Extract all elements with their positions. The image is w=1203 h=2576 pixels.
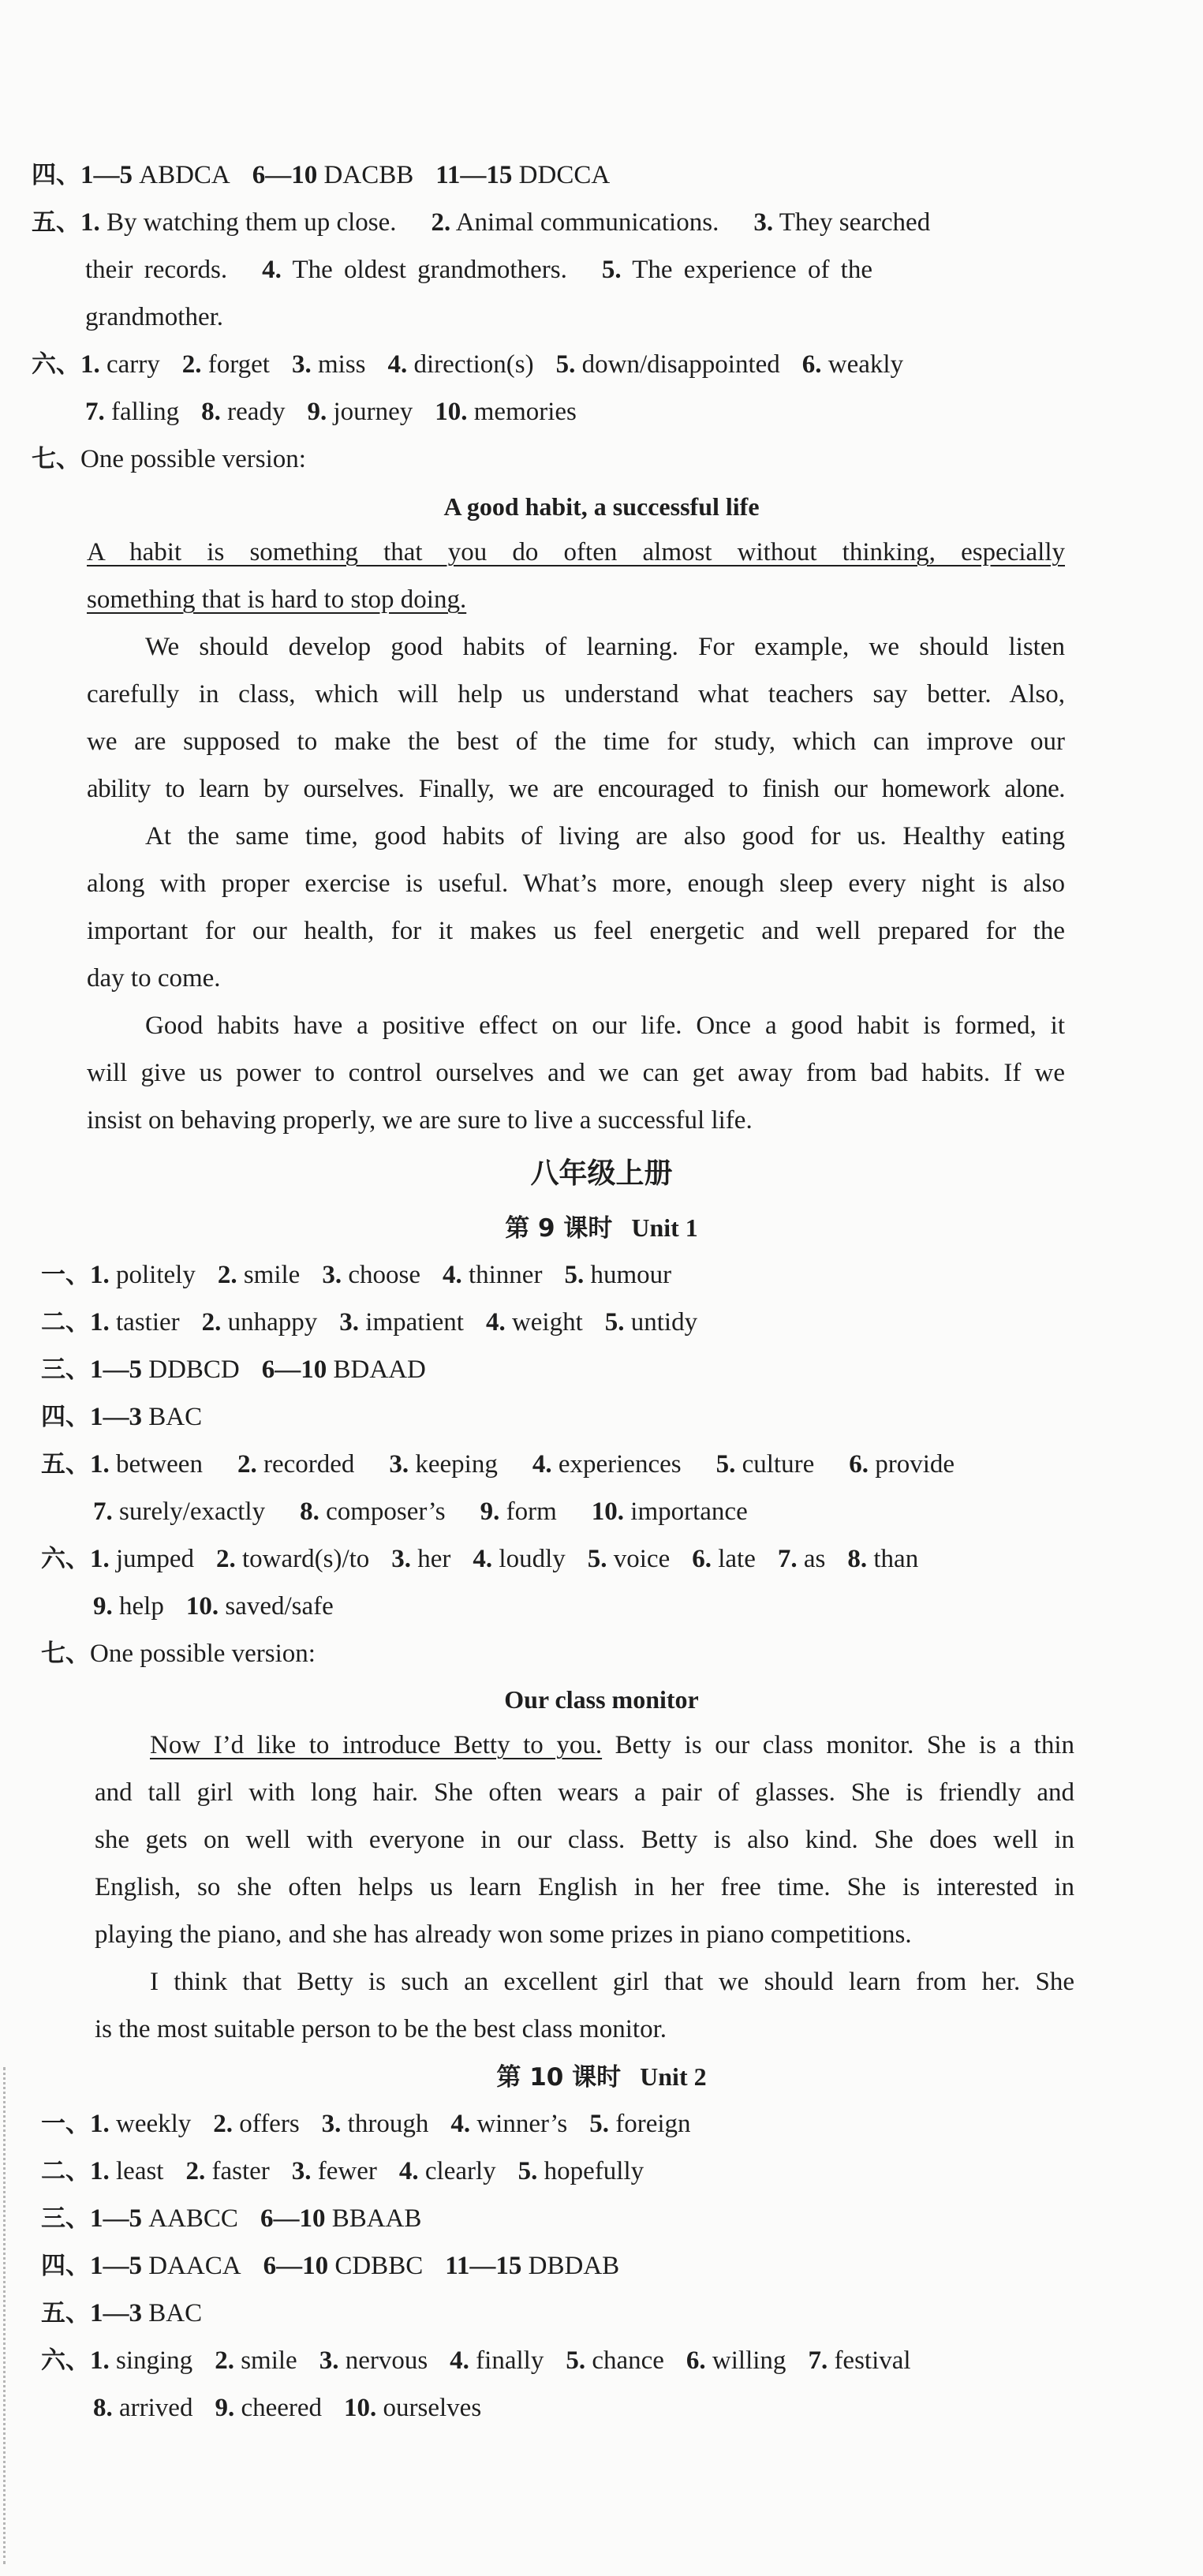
range-label: 6—10: [261, 1355, 327, 1384]
answer: grandmother.: [85, 303, 224, 331]
range-label: 6—10: [260, 2204, 326, 2233]
section-number: 七、: [41, 1639, 90, 1668]
section-4-line: [32, 159, 610, 191]
answer: loudly: [499, 1545, 566, 1573]
item-number: 8.: [300, 1497, 319, 1526]
answer: their records.: [85, 256, 228, 284]
answer: They searched: [779, 208, 931, 237]
section-label: One possible version:: [90, 1639, 316, 1668]
section-number: 四、: [41, 1403, 90, 1431]
answer: importance: [630, 1497, 748, 1526]
item-number: 5.: [604, 1308, 625, 1337]
answer: forget: [207, 350, 270, 379]
unit-1-heading: [0, 1212, 1203, 1244]
section-number: 四、: [41, 2252, 90, 2280]
answer: between: [116, 1450, 203, 1479]
range-label: 1—5: [80, 161, 133, 189]
item-number: 6.: [686, 2346, 706, 2375]
item-number: 3.: [321, 2110, 342, 2138]
answer: chance: [592, 2346, 664, 2375]
section-5-line-1: [32, 207, 930, 238]
section-5-line-2: [85, 254, 872, 286]
answer: unhappy: [227, 1308, 318, 1337]
answer: keeping: [415, 1450, 498, 1479]
essay-line: Good habits have a positive effect on our life. Once a good habit is formed, it: [145, 1011, 1065, 1040]
item-number: 1.: [90, 1450, 110, 1479]
answer: BDAAD: [333, 1355, 426, 1384]
item-number: 5.: [715, 1450, 736, 1479]
answer: DAACA: [148, 2252, 241, 2280]
item-number: 1.: [80, 350, 100, 379]
answer: culture: [742, 1450, 815, 1479]
answer: weight: [511, 1308, 583, 1337]
range-label: 6—10: [263, 2252, 329, 2280]
item-number: 10.: [344, 2394, 377, 2422]
item-number: 1.: [90, 2346, 110, 2375]
essay-line: We should develop good habits of learning. For example, we should listen: [145, 633, 1065, 661]
item-number: 5.: [566, 2346, 586, 2375]
answer: surely/exactly: [119, 1497, 266, 1526]
underlined-text: Now I’d like to introduce Betty to you.: [150, 1731, 603, 1759]
item-number: 2.: [217, 1261, 237, 1289]
u2-section-1-line: [41, 2108, 691, 2140]
essay-line: important for our health, for it makes us feel energetic and well prepared for the: [87, 917, 1065, 945]
answer: nervous: [345, 2346, 428, 2375]
item-number: 6.: [692, 1545, 712, 1573]
item-number: 3.: [291, 2157, 312, 2185]
section-5-line-3: [85, 301, 223, 333]
answer: ready: [227, 398, 286, 426]
item-number: 2.: [181, 350, 202, 379]
answer: By watching them up close.: [106, 208, 397, 237]
answer: choose: [348, 1261, 420, 1289]
answer: recorded: [263, 1450, 355, 1479]
answer: down/disappointed: [581, 350, 780, 379]
item-number: 1.: [90, 2157, 110, 2185]
answer: untidy: [630, 1308, 698, 1337]
section-label: One possible version:: [80, 445, 306, 473]
answer: singing: [116, 2346, 193, 2375]
item-number: 5.: [601, 256, 622, 284]
item-number: 5.: [555, 350, 576, 379]
essay-line: is the most suitable person to be the best class monitor.: [95, 2015, 667, 2043]
answer: cheered: [241, 2394, 323, 2422]
u1-section-5-line-1: [41, 1449, 955, 1480]
u2-section-4-line: [41, 2250, 619, 2282]
section-number: 六、: [41, 1545, 90, 1573]
section-number: 二、: [41, 2157, 90, 2185]
answer: jumped: [116, 1545, 194, 1573]
answer: clearly: [424, 2157, 496, 2185]
item-number: 9.: [480, 1497, 500, 1526]
answer: weakly: [828, 350, 904, 379]
answer: DBDAB: [528, 2252, 620, 2280]
essay-line: I think that Betty is such an excellent girl that we should learn from her. She: [150, 1968, 1074, 1996]
u1-section-4-line: [41, 1401, 202, 1433]
u2-section-3-line: [41, 2203, 421, 2234]
range-label: 1—5: [90, 2252, 142, 2280]
item-number: 1.: [90, 1308, 110, 1337]
answer: weekly: [116, 2110, 192, 2138]
item-number: 2.: [201, 1308, 222, 1337]
range-label: 1—3: [90, 1403, 142, 1431]
section-number: 六、: [32, 350, 80, 379]
answer: humour: [590, 1261, 672, 1289]
answer: as: [803, 1545, 826, 1573]
section-number: 二、: [41, 1308, 90, 1337]
section-number: 一、: [41, 2110, 90, 2138]
item-number: 7.: [808, 2346, 828, 2375]
item-number: 5.: [564, 1261, 585, 1289]
item-number: 2.: [215, 1545, 236, 1573]
answer: Animal communications.: [455, 208, 719, 237]
answer: AABCC: [148, 2204, 238, 2233]
item-number: 3.: [319, 2346, 339, 2375]
item-number: 3.: [322, 1261, 342, 1289]
section-number: 五、: [41, 2299, 90, 2327]
u1-section-7-line: [41, 1638, 316, 1669]
essay-topic-sentence-end: [87, 584, 466, 615]
section-6-line-2: [85, 396, 577, 428]
answer: fewer: [317, 2157, 377, 2185]
item-number: 3.: [291, 350, 312, 379]
item-number: 2.: [185, 2157, 206, 2185]
item-number: 8.: [847, 1545, 868, 1573]
answer: carry: [106, 350, 160, 379]
answer: late: [718, 1545, 756, 1573]
item-number: 10.: [185, 1592, 219, 1621]
binding-edge-rule: [3, 2067, 6, 2564]
item-number: 4.: [398, 2157, 419, 2185]
answer: willing: [712, 2346, 786, 2375]
item-number: 1.: [90, 1545, 110, 1573]
answer: miss: [317, 350, 366, 379]
unit-label: Unit 2: [640, 2062, 707, 2091]
essay-line: day to come.: [87, 964, 221, 993]
item-number: 7.: [777, 1545, 798, 1573]
item-number: 4.: [532, 1450, 552, 1479]
item-number: 4.: [387, 350, 408, 379]
item-number: 4.: [262, 256, 282, 284]
section-number: 五、: [41, 1450, 90, 1479]
section-number: 三、: [41, 1355, 90, 1384]
u1-section-6-line-1: [41, 1543, 918, 1575]
u2-section-6-line-2: [93, 2392, 481, 2424]
range-label: 11—15: [435, 161, 513, 189]
answer: journey: [333, 398, 413, 426]
answer: festival: [834, 2346, 911, 2375]
answer: thinner: [468, 1261, 543, 1289]
essay-line: playing the piano, and she has already won some prizes in piano competitions.: [95, 1920, 912, 1949]
item-number: 10.: [591, 1497, 625, 1526]
item-number: 2.: [215, 2346, 234, 2375]
item-number: 6.: [849, 1450, 869, 1479]
essay-text: Betty is our class monitor. She is a thin: [615, 1731, 1075, 1759]
item-number: 5.: [587, 1545, 607, 1573]
answer: smile: [243, 1261, 301, 1289]
answer: BAC: [148, 2299, 203, 2327]
answer: voice: [613, 1545, 671, 1573]
u2-section-2-line: [41, 2155, 644, 2187]
range-label: 1—3: [90, 2299, 142, 2327]
range-label: 6—10: [252, 161, 318, 189]
item-number: 4.: [473, 1545, 493, 1573]
item-number: 7.: [93, 1497, 113, 1526]
section-number: 一、: [41, 1261, 90, 1289]
answer: The experience of the: [632, 256, 873, 284]
answer: least: [116, 2157, 164, 2185]
answer: falling: [111, 398, 180, 426]
section-number: 三、: [41, 2204, 90, 2233]
section-6-line-1: [32, 349, 903, 380]
item-number: 3.: [339, 1308, 360, 1337]
essay-title: Our class monitor: [504, 1685, 699, 1714]
answer: hopefully: [544, 2157, 644, 2185]
unit-2-heading: [0, 2061, 1203, 2093]
essay-line: along with proper exercise is useful. What’s more, enough sleep every night is also: [87, 869, 1065, 898]
u1-section-1-line: [41, 1259, 671, 1291]
item-number: 9.: [307, 398, 327, 426]
u1-section-5-line-2: [93, 1496, 748, 1527]
item-number: 2.: [237, 1450, 257, 1479]
answer: through: [347, 2110, 429, 2138]
answer: DACBB: [323, 161, 414, 189]
lesson-label: 第 9 课时: [505, 1214, 613, 1243]
answer: memories: [473, 398, 577, 426]
essay-line: and tall girl with long hair. She often wears a pair of glasses. She is friendly and: [95, 1778, 1074, 1807]
answer: direction(s): [413, 350, 534, 379]
lesson-label: 第 10 课时: [496, 2063, 622, 2092]
answer: DDCCA: [518, 161, 611, 189]
item-number: 1.: [80, 208, 100, 237]
answer: tastier: [116, 1308, 180, 1337]
answer: DDBCD: [148, 1355, 240, 1384]
item-number: 1.: [90, 2110, 110, 2138]
essay-line: will give us power to control ourselves and we can get away from bad habits. If we: [87, 1059, 1065, 1087]
u1-section-3-line: [41, 1354, 426, 1385]
answer: her: [417, 1545, 451, 1573]
answer: experiences: [558, 1450, 682, 1479]
item-number: 9.: [215, 2394, 235, 2422]
essay-topic-sentence: A habit is something that you do often almost without thinking, especially: [87, 538, 1065, 566]
item-number: 4.: [450, 2110, 471, 2138]
section-number: 七、: [32, 445, 80, 473]
answer: arrived: [119, 2394, 193, 2422]
item-number: 3.: [753, 208, 774, 237]
underlined-text: something that is hard to stop doing.: [87, 585, 467, 614]
section-7-line: [32, 443, 306, 475]
essay-line: carefully in class, which will help us understand what teachers say better. Also,: [87, 680, 1065, 708]
answer: impatient: [365, 1308, 464, 1337]
essay-line: ability to learn by ourselves. Finally, we are encouraged to finish our homework alone.: [87, 775, 1065, 803]
item-number: 4.: [442, 1261, 462, 1289]
range-label: 1—5: [90, 1355, 142, 1384]
item-number: 6.: [801, 350, 822, 379]
item-number: 8.: [93, 2394, 113, 2422]
answer: toward(s)/to: [241, 1545, 370, 1573]
answer: politely: [116, 1261, 196, 1289]
section-number: 六、: [41, 2346, 90, 2375]
range-label: 11—15: [445, 2252, 522, 2280]
answer: provide: [875, 1450, 955, 1479]
section-number: 五、: [32, 208, 80, 237]
answer: foreign: [615, 2110, 691, 2138]
essay-line: [150, 1729, 1074, 1761]
answer: finally: [476, 2346, 544, 2375]
answer: smile: [241, 2346, 297, 2375]
item-number: 10.: [435, 398, 468, 426]
answer: CDBBC: [334, 2252, 424, 2280]
essay-line: insist on behaving properly, we are sure to live a successful life.: [87, 1106, 753, 1135]
answer: composer’s: [326, 1497, 446, 1526]
answer: BAC: [148, 1403, 203, 1431]
answer: faster: [211, 2157, 270, 2185]
answer: saved/safe: [225, 1592, 334, 1621]
essay-line: she gets on well with everyone in our class. Betty is also kind. She does well in: [95, 1826, 1074, 1854]
answer: offers: [239, 2110, 300, 2138]
item-number: 1.: [90, 1261, 110, 1289]
grade-heading: 八年级上册: [530, 1157, 673, 1190]
u2-section-6-line-1: [41, 2345, 911, 2376]
section-number: 四、: [32, 161, 80, 189]
item-number: 4.: [485, 1308, 506, 1337]
item-number: 5.: [517, 2157, 538, 2185]
item-number: 2.: [431, 208, 451, 237]
range-label: 1—5: [90, 2204, 142, 2233]
item-number: 2.: [213, 2110, 234, 2138]
item-number: 5.: [589, 2110, 609, 2138]
essay-title: A good habit, a successful life: [443, 492, 760, 521]
answer: BBAAB: [331, 2204, 422, 2233]
answer: winner’s: [476, 2110, 568, 2138]
answer: The oldest grandmothers.: [292, 256, 567, 284]
answer: than: [873, 1545, 919, 1573]
unit-label: Unit 1: [631, 1213, 698, 1242]
essay-line: At the same time, good habits of living are also good for us. Healthy eating: [145, 822, 1065, 851]
answer: form: [506, 1497, 557, 1526]
u1-section-2-line: [41, 1307, 697, 1338]
item-number: 3.: [391, 1545, 412, 1573]
u1-section-6-line-2: [93, 1591, 334, 1622]
item-number: 4.: [450, 2346, 469, 2375]
item-number: 3.: [389, 1450, 409, 1479]
item-number: 8.: [201, 398, 221, 426]
essay-line: English, so she often helps us learn English in her free time. She is interested in: [95, 1873, 1074, 1901]
answer: help: [119, 1592, 164, 1621]
u2-section-5-line: [41, 2297, 202, 2329]
item-number: 9.: [93, 1592, 113, 1621]
essay-line: we are supposed to make the best of the time for study, which can improve our: [87, 727, 1065, 756]
answer: ABDCA: [139, 161, 230, 189]
item-number: 7.: [85, 398, 105, 426]
answer: ourselves: [383, 2394, 482, 2422]
